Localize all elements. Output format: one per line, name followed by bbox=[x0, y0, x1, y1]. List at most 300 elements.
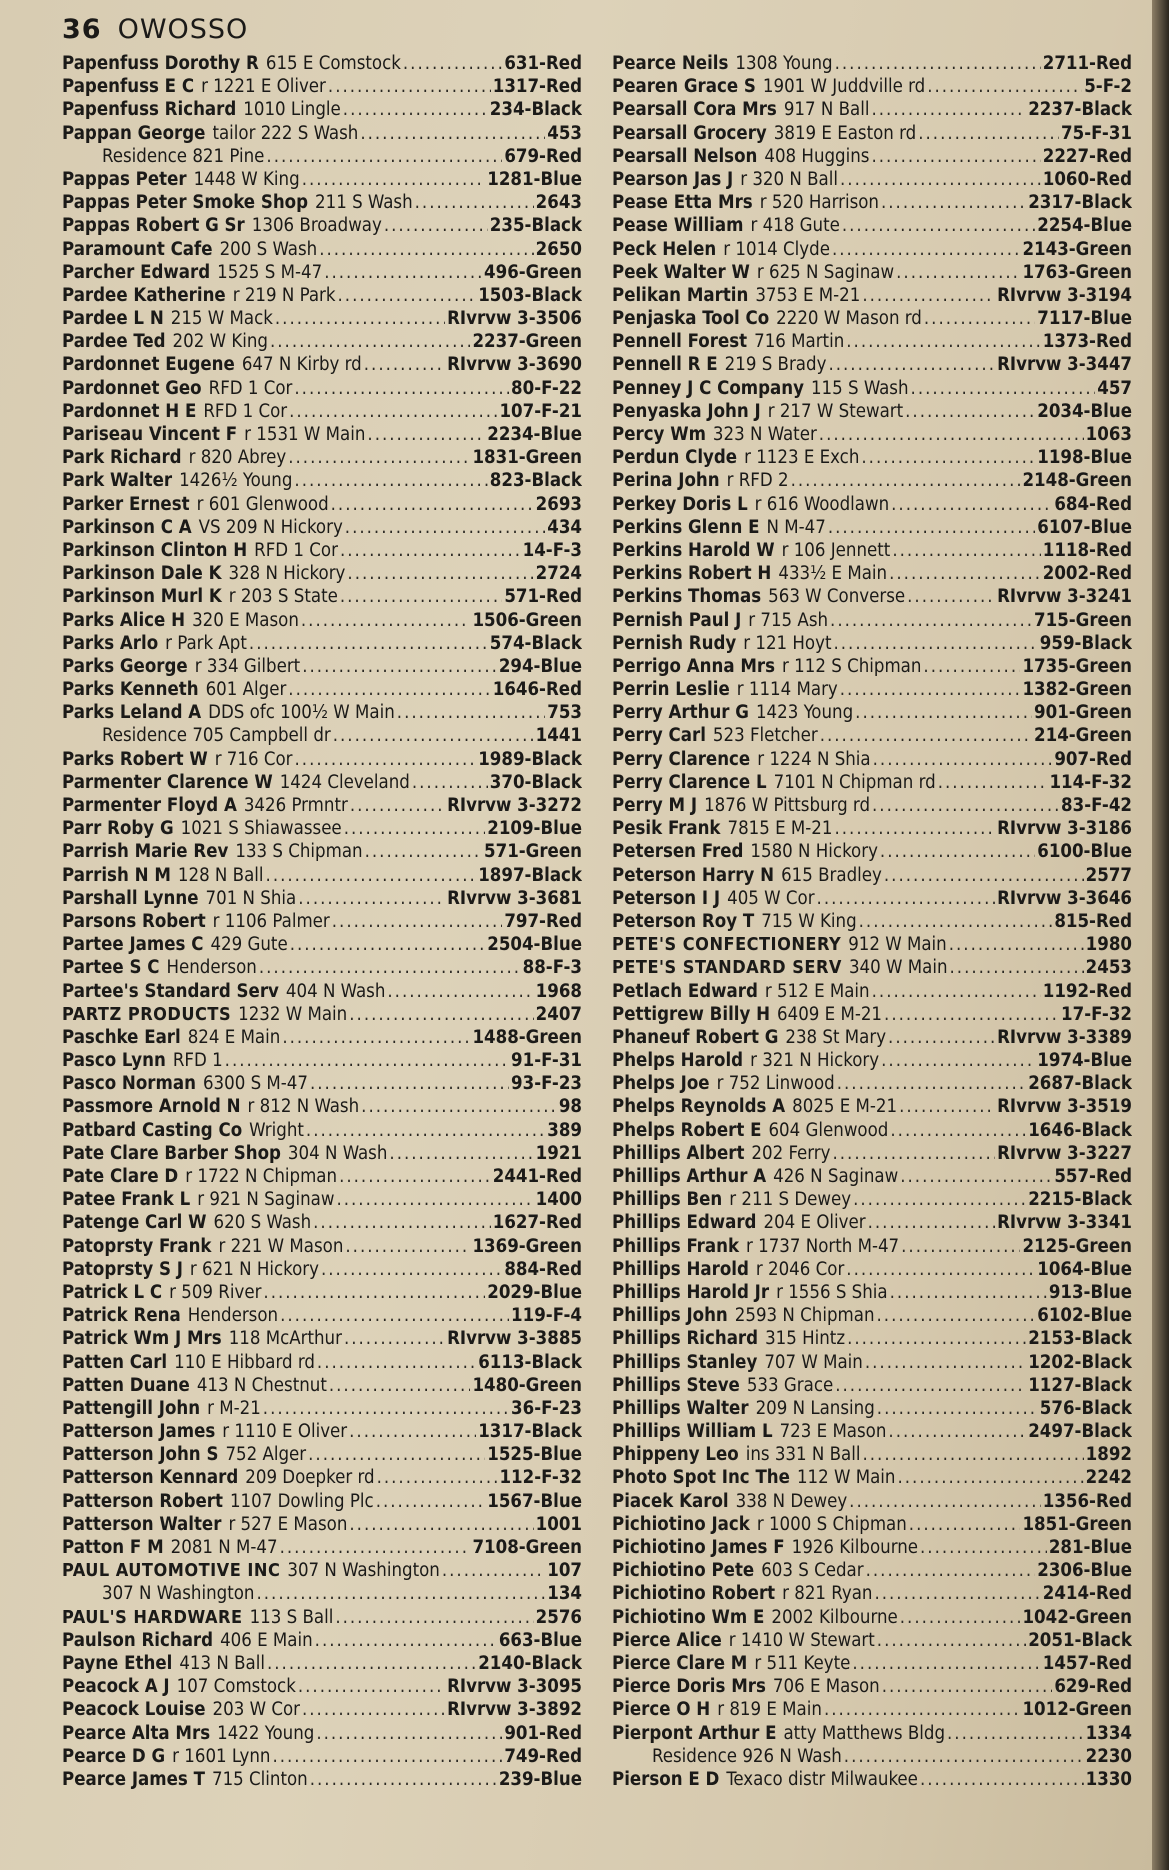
listing-phone: 1063 bbox=[1085, 424, 1132, 445]
listing-address: 429 Gute bbox=[210, 934, 288, 956]
listing-entry bbox=[612, 1768, 1132, 1791]
listing-address: r M-21 bbox=[207, 1397, 261, 1419]
listing-phone: 1480-Green bbox=[472, 1374, 582, 1396]
listing-address: 1424 Cleveland bbox=[279, 771, 410, 793]
listing-phone: 2643 bbox=[535, 192, 582, 214]
dot-leader bbox=[877, 1397, 1038, 1420]
listing-entry bbox=[62, 330, 582, 353]
listing-entry bbox=[62, 1443, 582, 1466]
listing-phone: 815-Red bbox=[1054, 910, 1132, 932]
dot-leader bbox=[288, 446, 470, 469]
listing-phone: 1851-Green bbox=[1022, 1513, 1132, 1535]
listing-entry bbox=[612, 1582, 1132, 1605]
listing-name: Pate Clare Barber Shop bbox=[62, 1142, 281, 1164]
listing-entry bbox=[62, 1582, 582, 1605]
listing-phone: 2242 bbox=[1085, 1467, 1132, 1489]
listing-entry bbox=[612, 678, 1132, 701]
listing-entry bbox=[612, 330, 1132, 353]
listing-phone: 2414-Red bbox=[1042, 1583, 1132, 1605]
listing-entry bbox=[62, 632, 582, 655]
dot-leader bbox=[842, 214, 1035, 237]
listing-phone: 2153-Black bbox=[1028, 1328, 1132, 1350]
listing-entry bbox=[62, 1768, 582, 1791]
listing-phone: RIvrvw 3-3186 bbox=[997, 818, 1132, 840]
listing-name: Pichiotino Robert bbox=[612, 1583, 776, 1605]
listing-name: Patten Carl bbox=[62, 1351, 168, 1373]
listing-address: 118 McArthur bbox=[228, 1328, 342, 1350]
listing-entry bbox=[612, 1652, 1132, 1675]
listing-address: 219 S Brady bbox=[724, 354, 827, 376]
listing-phone: 1064-Blue bbox=[1037, 1258, 1132, 1280]
dot-leader bbox=[830, 609, 1032, 632]
dot-leader bbox=[832, 238, 1021, 261]
listing-address: 1021 S Shiawassee bbox=[180, 818, 342, 840]
listing-address: r 211 S Dewey bbox=[729, 1189, 852, 1211]
listing-entry bbox=[612, 261, 1132, 284]
listing-entry bbox=[62, 887, 582, 910]
listing-address: 405 W Cor bbox=[727, 887, 815, 909]
dot-leader bbox=[844, 1745, 1084, 1768]
listing-address: r 1722 N Chipman bbox=[185, 1166, 338, 1187]
listing-address: r 1737 North M-47 bbox=[746, 1235, 900, 1257]
listing-address: RFD 1 Cor bbox=[254, 539, 338, 561]
dot-leader bbox=[853, 1188, 1026, 1211]
listing-phone: 1989-Black bbox=[478, 748, 582, 770]
listing-name: Pichiotino Wm E bbox=[612, 1606, 765, 1628]
dot-leader bbox=[881, 1049, 1035, 1072]
listing-address: 307 N Washington bbox=[287, 1560, 440, 1582]
listing-phone: 2577 bbox=[1085, 864, 1132, 886]
listing-entry bbox=[62, 1351, 582, 1374]
dot-leader bbox=[872, 980, 1041, 1003]
dot-leader bbox=[249, 632, 488, 655]
listing-phone: 134 bbox=[547, 1583, 582, 1605]
listing-name: Pate Clare D bbox=[62, 1166, 179, 1187]
listing-name: Pearsall Grocery bbox=[612, 122, 767, 144]
dot-leader bbox=[834, 817, 995, 840]
listing-phone: 1334 bbox=[1085, 1722, 1132, 1744]
listing-address: 203 W Cor bbox=[212, 1699, 300, 1721]
listing-name: Pardee Ted bbox=[62, 331, 166, 353]
listing-entry bbox=[612, 1722, 1132, 1745]
dot-leader bbox=[890, 1281, 1047, 1304]
dot-leader bbox=[890, 1119, 1026, 1142]
city-title: OWOSSO bbox=[117, 14, 249, 45]
listing-name: Pappas Peter Smoke Shop bbox=[62, 192, 309, 214]
listing-phone: 2254-Blue bbox=[1037, 215, 1132, 237]
dot-leader bbox=[889, 562, 1041, 585]
listing-entry bbox=[612, 1443, 1132, 1466]
dot-leader bbox=[442, 1559, 545, 1582]
listing-address: 1232 W Main bbox=[238, 1003, 348, 1025]
listing-entry bbox=[612, 1675, 1132, 1698]
listing-name: Phillips Harold bbox=[612, 1258, 749, 1280]
dot-leader bbox=[835, 1374, 1026, 1397]
listing-address: 1580 N Hickory bbox=[750, 841, 878, 863]
listing-address: 110 E Hibbard rd bbox=[174, 1351, 315, 1373]
listing-phone: 679-Red bbox=[504, 145, 582, 167]
listing-phone: 2227-Red bbox=[1042, 145, 1132, 167]
listing-address: r 716 Cor bbox=[214, 748, 293, 770]
listing-address: r 418 Gute bbox=[750, 215, 840, 237]
listing-address: 603 S Cedar bbox=[761, 1560, 864, 1582]
dot-leader bbox=[360, 122, 545, 145]
listing-entry bbox=[612, 817, 1132, 840]
dot-leader bbox=[302, 168, 486, 191]
listing-phone: 6102-Blue bbox=[1037, 1305, 1132, 1327]
dot-leader bbox=[884, 1003, 1059, 1026]
listing-name: Partee S C bbox=[62, 957, 160, 979]
dot-leader bbox=[288, 678, 490, 701]
listing-name: Parks Robert W bbox=[62, 748, 208, 770]
listing-address: 433½ E Main bbox=[778, 563, 888, 585]
listing-entry bbox=[62, 1698, 582, 1721]
listing-phone: 797-Red bbox=[504, 910, 582, 932]
dot-leader bbox=[294, 377, 509, 400]
listing-phone: 36-F-23 bbox=[511, 1397, 582, 1419]
listing-entry bbox=[612, 980, 1132, 1003]
listing-phone: 715-Green bbox=[1034, 609, 1132, 631]
listing-name: Peterson I J bbox=[612, 887, 721, 909]
listing-entry bbox=[62, 1327, 582, 1350]
dot-leader bbox=[310, 1768, 497, 1791]
listing-entry bbox=[612, 840, 1132, 863]
dot-leader bbox=[868, 1211, 995, 1234]
listing-phone: 2306-Blue bbox=[1037, 1560, 1132, 1582]
listing-phone: RIvrvw 3-3690 bbox=[447, 354, 582, 376]
dot-leader bbox=[384, 214, 488, 237]
listing-entry bbox=[62, 910, 582, 933]
listing-entry bbox=[62, 840, 582, 863]
listing-name: Phelps Reynolds A bbox=[612, 1096, 786, 1118]
listing-phone: 1457-Red bbox=[1042, 1652, 1132, 1674]
listing-name: Patterson Robert bbox=[62, 1490, 223, 1512]
listing-phone: 2034-Blue bbox=[1037, 400, 1132, 422]
listing-entry bbox=[62, 98, 582, 121]
listing-entry bbox=[612, 1003, 1132, 1026]
listing-address: 107 Comstock bbox=[176, 1676, 296, 1698]
listing-name: PAUL'S HARDWARE bbox=[62, 1606, 243, 1628]
dot-leader bbox=[791, 469, 1021, 492]
listing-address: r 1531 W Main bbox=[244, 424, 366, 445]
dot-leader bbox=[280, 1536, 471, 1559]
listing-address: 1306 Broadway bbox=[251, 215, 382, 237]
left-column bbox=[62, 52, 582, 1791]
listing-phone: 88-F-3 bbox=[522, 957, 582, 979]
dot-leader bbox=[290, 933, 486, 956]
listing-name: Patrick L C bbox=[62, 1281, 163, 1303]
listing-entry bbox=[62, 562, 582, 585]
listing-name: Paulson Richard bbox=[62, 1629, 214, 1651]
listing-name: Parker Ernest bbox=[62, 493, 190, 515]
listing-entry bbox=[62, 52, 582, 75]
listing-entry bbox=[62, 1072, 582, 1095]
dot-leader bbox=[338, 284, 477, 307]
dot-leader bbox=[266, 864, 477, 887]
dot-leader bbox=[376, 1490, 486, 1513]
listing-phone: RIvrvw 3-3194 bbox=[997, 284, 1132, 306]
listing-address: r 1106 Palmer bbox=[212, 910, 330, 932]
dot-leader bbox=[275, 307, 445, 330]
listing-name: Papenfuss Dorothy R bbox=[62, 53, 259, 74]
listing-address: r 1123 E Exch bbox=[744, 447, 860, 469]
dot-leader bbox=[847, 1327, 1026, 1350]
listing-entry bbox=[62, 261, 582, 284]
listing-entry bbox=[62, 191, 582, 214]
listing-address: 211 S Wash bbox=[315, 192, 413, 214]
dot-leader bbox=[866, 1559, 1036, 1582]
listing-entry bbox=[62, 1745, 582, 1768]
listing-address: r 106 Jennett bbox=[781, 539, 891, 561]
listing-phone: 6107-Blue bbox=[1037, 516, 1132, 538]
listing-address: r 121 Hoyt bbox=[743, 632, 832, 654]
listing-address: Residence 926 N Wash bbox=[652, 1745, 842, 1767]
listing-address: r 511 Keyte bbox=[754, 1652, 851, 1674]
listing-entry bbox=[62, 1675, 582, 1698]
listing-name: Parkinson C A bbox=[62, 516, 192, 538]
dot-leader bbox=[328, 75, 491, 98]
listing-address: 1901 W Juddville rd bbox=[762, 76, 926, 98]
listing-entry bbox=[612, 284, 1132, 307]
listing-entry bbox=[612, 1513, 1132, 1536]
listing-phone: 1503-Black bbox=[478, 284, 582, 306]
listing-entry bbox=[62, 1397, 582, 1420]
dot-leader bbox=[835, 52, 1041, 75]
listing-entry bbox=[612, 933, 1132, 956]
dot-leader bbox=[920, 1768, 1084, 1791]
dot-leader bbox=[415, 191, 534, 214]
listing-phone: 1317-Red bbox=[492, 76, 582, 98]
dot-leader bbox=[891, 493, 1052, 516]
listing-name: Parr Roby G bbox=[62, 818, 174, 840]
listing-address: tailor 222 S Wash bbox=[212, 122, 359, 144]
listing-name: PARTZ PRODUCTS bbox=[62, 1003, 232, 1025]
listing-phone: 1281-Blue bbox=[487, 168, 582, 190]
listing-entry bbox=[62, 75, 582, 98]
listing-name: Park Walter bbox=[62, 470, 173, 492]
listing-entry bbox=[612, 446, 1132, 469]
dot-leader bbox=[332, 910, 503, 933]
listing-name: Pasco Lynn bbox=[62, 1050, 166, 1072]
listing-entry bbox=[612, 214, 1132, 237]
listing-address: 340 W Main bbox=[848, 957, 948, 979]
listing-address: 715 Clinton bbox=[211, 1768, 308, 1790]
listing-name: Payne Ethel bbox=[62, 1652, 173, 1674]
listing-entry bbox=[612, 1304, 1132, 1327]
dot-leader bbox=[349, 1003, 533, 1026]
listing-address: 215 W Mack bbox=[170, 308, 273, 330]
dot-leader bbox=[298, 887, 445, 910]
listing-address: RFD 1 Cor bbox=[203, 400, 288, 422]
listing-entry bbox=[612, 1536, 1132, 1559]
listing-entry bbox=[612, 1258, 1132, 1281]
listing-entry bbox=[62, 864, 582, 887]
listing-phone: 7108-Green bbox=[472, 1537, 582, 1558]
listing-address: r 821 Ryan bbox=[782, 1583, 873, 1605]
listing-name: Peck Helen bbox=[612, 238, 717, 260]
listing-name: Phillips Stanley bbox=[612, 1351, 758, 1373]
dot-leader bbox=[313, 1211, 491, 1234]
listing-phone: 17-F-32 bbox=[1061, 1003, 1132, 1025]
listing-entry bbox=[612, 1374, 1132, 1397]
listing-name: PAUL AUTOMOTIVE INC bbox=[62, 1560, 281, 1582]
dot-leader bbox=[333, 724, 534, 747]
dot-leader bbox=[923, 655, 1020, 678]
dot-leader bbox=[927, 75, 1082, 98]
listing-address: atty Matthews Bldg bbox=[783, 1722, 946, 1744]
listing-address: Wright bbox=[249, 1119, 304, 1141]
listing-phone: 753 bbox=[547, 702, 582, 724]
listing-phone: 1356-Red bbox=[1042, 1490, 1132, 1512]
listing-address: 113 S Ball bbox=[249, 1606, 334, 1628]
listing-entry bbox=[62, 1235, 582, 1258]
listing-entry bbox=[62, 1188, 582, 1211]
listing-phone: 1968 bbox=[535, 980, 582, 1002]
listing-address: 1422 Young bbox=[217, 1722, 315, 1744]
listing-phone: 1001 bbox=[535, 1513, 582, 1535]
listing-address: 706 E Mason bbox=[772, 1676, 880, 1698]
listing-phone: 2711-Red bbox=[1042, 53, 1132, 74]
listing-name: Phelps Robert E bbox=[612, 1119, 762, 1141]
listing-phone: 1488-Green bbox=[472, 1026, 582, 1048]
listing-entry bbox=[612, 423, 1132, 446]
listing-phone: 370-Black bbox=[489, 771, 582, 793]
dot-leader bbox=[849, 1490, 1041, 1513]
listing-name: Phillips Steve bbox=[612, 1374, 740, 1396]
dot-leader bbox=[819, 423, 1084, 446]
listing-phone: RIvrvw 3-3341 bbox=[997, 1212, 1132, 1234]
listing-address: 2220 W Mason rd bbox=[776, 308, 922, 330]
listing-name: Peacock Louise bbox=[62, 1699, 206, 1721]
listing-entry bbox=[62, 1304, 582, 1327]
dot-leader bbox=[295, 748, 477, 771]
listing-address: 406 E Main bbox=[220, 1629, 313, 1651]
dot-leader bbox=[872, 794, 1059, 817]
dot-leader bbox=[317, 1351, 476, 1374]
listing-entry bbox=[612, 864, 1132, 887]
listing-entry bbox=[612, 400, 1132, 423]
dot-leader bbox=[828, 353, 995, 376]
listing-phone: 2237-Green bbox=[472, 331, 582, 353]
listing-name: Phaneuf Robert G bbox=[612, 1026, 779, 1048]
listing-name: Penyaska John J bbox=[612, 400, 761, 422]
listing-entry bbox=[62, 956, 582, 979]
listing-name: Partee James C bbox=[62, 934, 204, 956]
listing-phone: 6113-Black bbox=[478, 1351, 582, 1373]
listing-phone: 2143-Green bbox=[1022, 238, 1132, 260]
listing-name: Pearen Grace S bbox=[612, 76, 756, 98]
listing-phone: 389 bbox=[547, 1119, 582, 1141]
listing-name: Photo Spot Inc The bbox=[612, 1467, 790, 1489]
listing-address: 715 W King bbox=[761, 910, 857, 932]
listing-name: Phillips Albert bbox=[612, 1142, 745, 1164]
listing-phone: 2693 bbox=[535, 493, 582, 515]
listing-address: 533 Grace bbox=[746, 1374, 834, 1396]
listing-name: Parrish N M bbox=[62, 864, 171, 886]
listing-phone: 98 bbox=[558, 1096, 582, 1118]
listing-entry bbox=[62, 1026, 582, 1049]
listing-phone: 83-F-42 bbox=[1061, 795, 1132, 816]
listing-name: Pappas Robert G Sr bbox=[62, 215, 245, 237]
listing-address: 133 S Chipman bbox=[235, 841, 363, 863]
listing-address: VS 209 N Hickory bbox=[198, 516, 343, 538]
listing-entry bbox=[612, 1281, 1132, 1304]
listing-address: 323 N Water bbox=[712, 424, 817, 445]
listing-address: 307 N Washington bbox=[102, 1583, 255, 1605]
dot-leader bbox=[412, 771, 488, 794]
listing-address: DDS ofc 100½ W Main bbox=[208, 702, 395, 724]
dot-leader bbox=[335, 1606, 533, 1629]
listing-phone: 901-Red bbox=[504, 1722, 582, 1744]
dot-leader bbox=[308, 1443, 485, 1466]
dot-leader bbox=[882, 1675, 1053, 1698]
listing-entry bbox=[62, 1606, 582, 1629]
listing-entry bbox=[62, 771, 582, 794]
dot-leader bbox=[846, 330, 1040, 353]
listing-phone: 2317-Black bbox=[1028, 192, 1132, 214]
listing-phone: 2109-Blue bbox=[487, 818, 582, 840]
listing-name: Parks Kenneth bbox=[62, 679, 199, 701]
listing-name: Phillips Frank bbox=[612, 1235, 740, 1257]
listing-name: Pearce D G bbox=[62, 1745, 166, 1767]
listing-address: r 601 Glenwood bbox=[196, 493, 329, 515]
listing-name: Phillips Harold Jr bbox=[612, 1281, 770, 1303]
dot-leader bbox=[397, 701, 545, 724]
listing-address: 615 E Comstock bbox=[265, 53, 401, 74]
listing-entry bbox=[612, 609, 1132, 632]
listing-phone: RIvrvw 3-3389 bbox=[997, 1026, 1132, 1048]
listing-entry bbox=[612, 1351, 1132, 1374]
dot-leader bbox=[259, 956, 521, 979]
listing-entry bbox=[612, 75, 1132, 98]
listing-phone: 959-Black bbox=[1039, 632, 1132, 654]
listing-address: 202 W King bbox=[172, 331, 268, 353]
listing-name: Parmenter Floyd A bbox=[62, 795, 237, 816]
dot-leader bbox=[344, 817, 486, 840]
dot-leader bbox=[345, 1235, 470, 1258]
listing-address: r 752 Linwood bbox=[716, 1073, 835, 1095]
listing-entry bbox=[612, 1165, 1132, 1188]
listing-name: Pichiotino James F bbox=[612, 1537, 785, 1558]
dot-leader bbox=[340, 539, 521, 562]
listing-phone: RIvrvw 3-3885 bbox=[447, 1328, 582, 1350]
listing-address: 2081 N M-47 bbox=[170, 1537, 278, 1558]
listing-phone: 1974-Blue bbox=[1037, 1050, 1132, 1072]
dot-leader bbox=[256, 1582, 545, 1605]
dot-leader bbox=[871, 145, 1040, 168]
listing-address: 563 W Converse bbox=[768, 586, 906, 608]
listing-phone: 1646-Red bbox=[492, 679, 582, 701]
listing-phone: 294-Blue bbox=[498, 655, 582, 677]
listing-phone: 557-Red bbox=[1054, 1166, 1132, 1187]
listing-phone: 2504-Blue bbox=[487, 934, 582, 956]
listing-address: r Park Apt bbox=[165, 632, 247, 654]
listing-entry bbox=[612, 1211, 1132, 1234]
listing-address: 413 N Chestnut bbox=[196, 1374, 327, 1396]
listing-address: Residence 821 Pine bbox=[102, 145, 265, 167]
dot-leader bbox=[339, 1165, 491, 1188]
dot-leader bbox=[881, 191, 1026, 214]
listing-entry bbox=[612, 1420, 1132, 1443]
listing-name: Parks Alice H bbox=[62, 609, 186, 631]
listing-phone: 684-Red bbox=[1054, 493, 1132, 515]
listing-address: 200 S Wash bbox=[219, 238, 318, 260]
listing-address: r 1114 Mary bbox=[736, 679, 838, 701]
listing-name: Parks George bbox=[62, 655, 188, 677]
listing-address: 1010 Lingle bbox=[243, 99, 341, 121]
listing-entry bbox=[612, 794, 1132, 817]
listing-name: Phillips Walter bbox=[612, 1397, 749, 1419]
